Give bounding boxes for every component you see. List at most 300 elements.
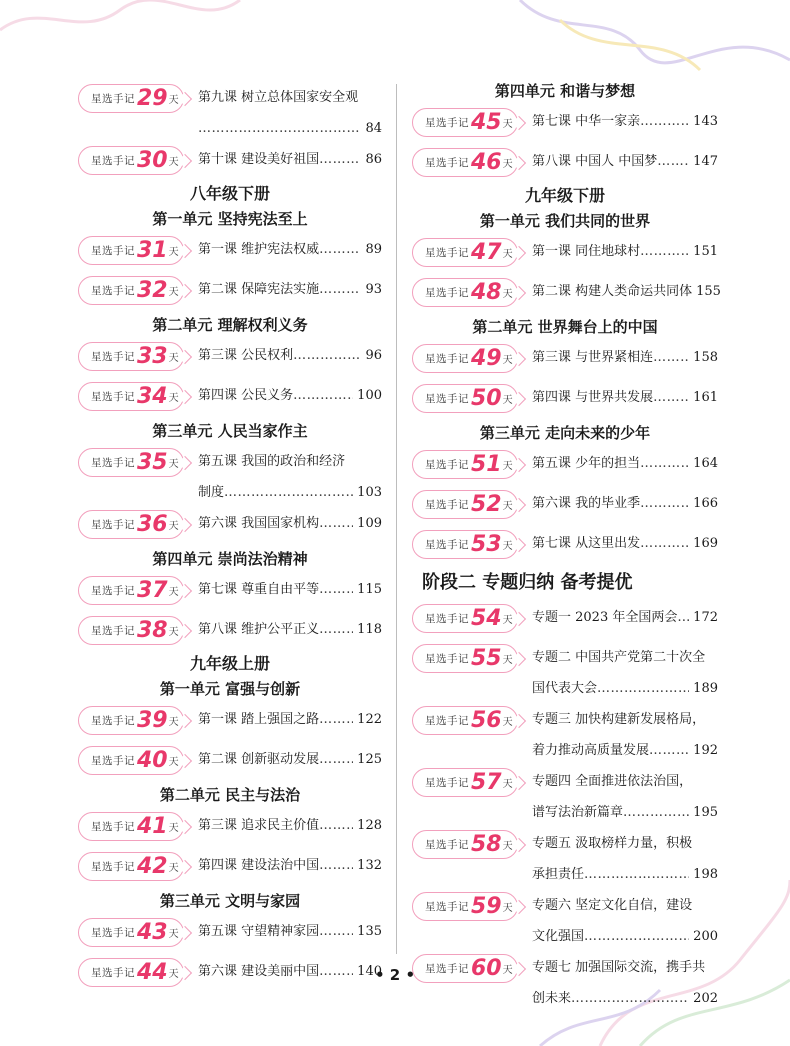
toc-page: 89	[365, 242, 382, 257]
leader-dots	[319, 151, 361, 169]
badge-suffix: 天	[502, 717, 513, 728]
toc-line[interactable]	[198, 621, 382, 639]
toc-title: 专题三 加快构建新发展格局，	[532, 712, 706, 727]
badge-suffix: 天	[168, 717, 179, 728]
toc-entry	[412, 526, 718, 566]
badge-suffix: 天	[502, 841, 513, 852]
toc-line[interactable]	[198, 751, 382, 769]
badge-day-number: 41	[137, 813, 168, 839]
badge-suffix: 天	[502, 249, 513, 260]
day-badge	[412, 384, 518, 413]
toc-title: 第十课 建设美好祖国	[198, 152, 320, 167]
leader-dots	[319, 817, 353, 835]
toc-entry	[412, 764, 718, 826]
toc-title: 第一课 同住地球村	[532, 244, 641, 259]
toc-page: 125	[357, 752, 382, 767]
grade-heading: 八年级下册	[189, 184, 270, 203]
toc-entry	[78, 612, 382, 652]
leader-dots	[198, 120, 361, 138]
toc-title: 第五课 少年的担当	[532, 456, 641, 471]
leader-dots	[224, 484, 353, 502]
toc-line[interactable]	[198, 857, 382, 875]
badge-prefix: 星选手记	[425, 499, 469, 511]
unit-heading: 第三单元 走向未来的少年	[479, 424, 651, 442]
toc-title: 专题一 2023 年全国两会	[532, 610, 678, 625]
day-badge	[78, 706, 184, 735]
toc-entry	[78, 702, 382, 742]
badge-suffix: 天	[168, 95, 179, 106]
unit-heading: 第二单元 理解权利义务	[152, 316, 308, 334]
badge-prefix: 星选手记	[91, 585, 135, 597]
badge-suffix: 天	[168, 393, 179, 404]
badge-suffix: 天	[502, 159, 513, 170]
toc-page: 103	[357, 485, 382, 500]
leader-dots	[571, 990, 689, 1008]
badge-day-number: 57	[471, 769, 502, 795]
toc-title: 专题四 全面推进依法治国，	[532, 774, 693, 789]
grade-heading: 九年级下册	[524, 186, 605, 205]
leader-dots	[649, 742, 689, 760]
badge-prefix: 星选手记	[91, 861, 135, 873]
leader-dots	[584, 928, 689, 946]
toc-line[interactable]	[532, 455, 718, 473]
toc-title: 专题六 坚定文化自信，建设	[532, 898, 693, 913]
day-badge	[78, 276, 184, 305]
toc-title: 第八课 维护公平正义	[198, 622, 320, 637]
toc-page: 202	[693, 991, 718, 1006]
day-badge	[78, 448, 184, 477]
toc-entry	[78, 142, 382, 182]
badge-suffix: 天	[168, 247, 179, 258]
toc-title: 第三课 追求民主价值	[198, 818, 320, 833]
toc-line[interactable]	[198, 387, 382, 405]
badge-day-number: 29	[137, 85, 168, 111]
toc-page: 84	[365, 121, 382, 136]
unit-heading: 第三单元 文明与家园	[159, 892, 301, 910]
badge-day-number: 60	[471, 955, 502, 981]
day-badge	[412, 278, 518, 307]
toc-page: 96	[365, 348, 382, 363]
toc-entry	[412, 340, 718, 380]
badge-day-number: 31	[137, 237, 168, 263]
toc-line[interactable]	[198, 515, 382, 533]
badge-prefix: 星选手记	[425, 393, 469, 405]
day-badge	[412, 148, 518, 177]
toc-entry	[78, 444, 382, 506]
badge-day-number: 46	[471, 149, 502, 175]
badge-prefix: 星选手记	[91, 821, 135, 833]
toc-line[interactable]	[198, 347, 382, 365]
toc-title: 谱写法治新篇章	[532, 805, 624, 820]
toc-line[interactable]	[532, 535, 718, 553]
leader-dots	[640, 243, 689, 261]
toc-title: 国代表大会	[532, 681, 598, 696]
badge-prefix: 星选手记	[91, 715, 135, 727]
toc-line[interactable]	[198, 120, 382, 138]
toc-line[interactable]	[532, 243, 718, 261]
leader-dots	[293, 347, 361, 365]
toc-page: 198	[693, 867, 718, 882]
toc-page: 169	[693, 536, 718, 551]
badge-prefix: 星选手记	[425, 157, 469, 169]
toc-title: 第五课 我国的政治和经济	[198, 454, 346, 469]
badge-day-number: 48	[471, 279, 502, 305]
toc-title: 第四课 建设法治中国	[198, 858, 320, 873]
toc-page: 128	[357, 818, 382, 833]
toc-page: 158	[693, 350, 718, 365]
toc-title: 第七课 中华一家亲	[532, 114, 641, 129]
badge-day-number: 59	[471, 893, 502, 919]
toc-page: 109	[357, 516, 382, 531]
badge-suffix: 天	[502, 655, 513, 666]
badge-day-number: 43	[137, 919, 168, 945]
toc-entry	[78, 914, 382, 954]
toc-line[interactable]	[532, 804, 718, 822]
badge-prefix: 星选手记	[91, 457, 135, 469]
badge-suffix: 天	[502, 615, 513, 626]
badge-day-number: 52	[471, 491, 502, 517]
badge-day-number: 44	[137, 959, 168, 985]
badge-suffix: 天	[168, 757, 179, 768]
toc-title: 创未来	[532, 991, 572, 1006]
badge-suffix: 天	[502, 541, 513, 552]
unit-heading: 第四单元 崇尚法治精神	[152, 550, 308, 568]
badge-day-number: 32	[137, 277, 168, 303]
leader-dots	[653, 389, 689, 407]
day-badge	[78, 812, 184, 841]
day-badge	[412, 604, 518, 633]
toc-title: 第四课 与世界共发展	[532, 390, 654, 405]
toc-page: 115	[357, 582, 382, 597]
toc-line[interactable]	[198, 711, 382, 729]
toc-entry	[412, 274, 721, 314]
badge-prefix: 星选手记	[425, 777, 469, 789]
badge-day-number: 56	[471, 707, 502, 733]
toc-title: 第三课 与世界紧相连	[532, 350, 654, 365]
toc-line[interactable]	[532, 113, 718, 131]
badge-day-number: 45	[471, 109, 502, 135]
day-badge	[78, 616, 184, 645]
unit-heading: 第二单元 民主与法治	[159, 786, 301, 804]
day-badge	[78, 236, 184, 265]
day-badge	[78, 510, 184, 539]
toc-page: 195	[693, 805, 718, 820]
toc-line[interactable]	[198, 241, 382, 259]
toc-line[interactable]	[532, 742, 718, 760]
badge-prefix: 星选手记	[91, 245, 135, 257]
toc-entry	[412, 640, 718, 702]
day-badge	[412, 344, 518, 373]
badge-suffix: 天	[502, 355, 513, 366]
badge-suffix: 天	[168, 287, 179, 298]
toc-entry	[412, 144, 718, 184]
leader-dots	[653, 349, 689, 367]
toc-title: 第一课 踏上强国之路	[198, 712, 320, 727]
leader-dots	[319, 711, 353, 729]
toc-line[interactable]	[198, 151, 382, 169]
toc-page: 93	[365, 282, 382, 297]
toc-entry	[78, 506, 382, 546]
toc-entry	[412, 104, 718, 144]
toc-page: 100	[357, 388, 382, 403]
toc-entry	[78, 80, 382, 142]
day-badge	[412, 830, 518, 859]
badge-day-number: 30	[137, 147, 168, 173]
day-badge	[78, 342, 184, 371]
toc-page: 172	[693, 610, 718, 625]
day-badge	[412, 450, 518, 479]
toc-title: 第五课 守望精神家园	[198, 924, 320, 939]
leader-dots	[640, 535, 689, 553]
leader-dots	[657, 153, 689, 171]
toc-page: 140	[357, 964, 382, 979]
badge-suffix: 天	[168, 823, 179, 834]
unit-heading: 第一单元 坚持宪法至上	[152, 210, 308, 228]
toc-line[interactable]	[532, 928, 718, 946]
badge-prefix: 星选手记	[425, 117, 469, 129]
toc-page: 118	[357, 622, 382, 637]
leader-dots	[597, 680, 689, 698]
toc-entry	[412, 702, 718, 764]
badge-suffix: 天	[502, 779, 513, 790]
badge-day-number: 50	[471, 385, 502, 411]
day-badge	[412, 892, 518, 921]
toc-title: 第八课 中国人 中国梦	[532, 154, 658, 169]
badge-day-number: 35	[137, 449, 168, 475]
badge-day-number: 39	[137, 707, 168, 733]
toc-title: 第二课 构建人类命运共同体	[532, 284, 693, 299]
unit-heading: 第二单元 世界舞台上的中国	[472, 318, 658, 336]
toc-title: 第六课 我国国家机构	[198, 516, 320, 531]
leader-dots	[319, 281, 361, 299]
badge-prefix: 星选手记	[91, 351, 135, 363]
toc-entry	[78, 378, 382, 418]
badge-prefix: 星选手记	[91, 93, 135, 105]
badge-prefix: 星选手记	[425, 459, 469, 471]
toc-page: 192	[693, 743, 718, 758]
toc-title: 第九课 树立总体国家安全观	[198, 90, 359, 105]
badge-day-number: 47	[471, 239, 502, 265]
leader-dots	[319, 581, 353, 599]
toc-line[interactable]	[532, 609, 718, 627]
badge-prefix: 星选手记	[91, 391, 135, 403]
page-number: • 2 •	[374, 966, 416, 984]
day-badge	[78, 918, 184, 947]
day-badge	[412, 490, 518, 519]
toc-page: 135	[357, 924, 382, 939]
leader-dots	[640, 455, 689, 473]
badge-suffix: 天	[502, 395, 513, 406]
badge-prefix: 星选手记	[91, 927, 135, 939]
badge-prefix: 星选手记	[91, 519, 135, 531]
badge-day-number: 42	[137, 853, 168, 879]
toc-title: 第三课 公民权利	[198, 348, 294, 363]
leader-dots	[640, 113, 689, 131]
toc-line[interactable]	[532, 349, 718, 367]
badge-suffix: 天	[168, 587, 179, 598]
leader-dots	[293, 387, 353, 405]
badge-suffix: 天	[168, 157, 179, 168]
toc-line[interactable]	[532, 866, 718, 884]
badge-suffix: 天	[502, 289, 513, 300]
toc-entry	[78, 272, 382, 312]
toc-title: 第七课 从这里出发	[532, 536, 641, 551]
badge-prefix: 星选手记	[425, 901, 469, 913]
toc-line[interactable]	[532, 389, 718, 407]
badge-prefix: 星选手记	[425, 613, 469, 625]
day-badge	[412, 644, 518, 673]
badge-suffix: 天	[502, 501, 513, 512]
toc-entry	[78, 338, 382, 378]
toc-entry	[412, 234, 718, 274]
grade-heading: 九年级上册	[189, 654, 270, 673]
day-badge	[78, 576, 184, 605]
leader-dots	[319, 923, 353, 941]
toc-title: 第二课 保障宪法实施	[198, 282, 320, 297]
toc-title: 第七课 尊重自由平等	[198, 582, 320, 597]
day-badge	[412, 108, 518, 137]
toc-page: 151	[693, 244, 718, 259]
leader-dots	[677, 609, 689, 627]
toc-line[interactable]	[532, 153, 718, 171]
toc-title: 第四课 公民义务	[198, 388, 294, 403]
toc-page: 122	[357, 712, 382, 727]
badge-prefix: 星选手记	[91, 967, 135, 979]
badge-prefix: 星选手记	[425, 247, 469, 259]
day-badge	[78, 746, 184, 775]
toc-title: 专题五 汲取榜样力量，积极	[532, 836, 693, 851]
toc-page: 155	[696, 284, 721, 299]
badge-prefix: 星选手记	[425, 963, 469, 975]
leader-dots	[319, 857, 353, 875]
day-badge	[78, 382, 184, 411]
toc-line[interactable]	[198, 581, 382, 599]
badge-suffix: 天	[502, 119, 513, 130]
toc-entry	[78, 232, 382, 272]
badge-suffix: 天	[168, 353, 179, 364]
day-badge	[78, 84, 184, 113]
badge-day-number: 58	[471, 831, 502, 857]
toc-page: 189	[693, 681, 718, 696]
right-column	[412, 78, 721, 1012]
badge-day-number: 36	[137, 511, 168, 537]
leader-dots	[623, 804, 689, 822]
badge-suffix: 天	[168, 929, 179, 940]
toc-entry	[412, 446, 718, 486]
toc-title: 第六课 我的毕业季	[532, 496, 641, 511]
badge-suffix: 天	[168, 863, 179, 874]
leader-dots	[319, 241, 361, 259]
badge-prefix: 星选手记	[91, 755, 135, 767]
toc-entry	[412, 826, 718, 888]
toc-page: 132	[357, 858, 382, 873]
stage-heading: 阶段二 专题归纳 备考提优	[422, 572, 633, 593]
toc-title: 制度	[198, 485, 225, 500]
badge-suffix: 天	[502, 965, 513, 976]
badge-suffix: 天	[168, 969, 179, 980]
badge-day-number: 34	[137, 383, 168, 409]
day-badge	[78, 146, 184, 175]
leader-dots	[319, 515, 353, 533]
badge-prefix: 星选手记	[91, 285, 135, 297]
badge-suffix: 天	[502, 903, 513, 914]
toc-page: 86	[365, 152, 382, 167]
toc-line[interactable]	[532, 283, 721, 301]
toc-line[interactable]	[198, 817, 382, 835]
badge-day-number: 38	[137, 617, 168, 643]
toc-title: 承担责任	[532, 867, 585, 882]
badge-prefix: 星选手记	[91, 625, 135, 637]
badge-day-number: 40	[137, 747, 168, 773]
toc-title: 文化强国	[532, 929, 585, 944]
badge-day-number: 53	[471, 531, 502, 557]
unit-heading: 第三单元 人民当家作主	[152, 422, 308, 440]
toc-entry	[412, 380, 718, 420]
leader-dots	[319, 751, 353, 769]
toc-title: 着力推动高质量发展	[532, 743, 650, 758]
toc-page: 147	[693, 154, 718, 169]
badge-prefix: 星选手记	[425, 287, 469, 299]
unit-heading: 第四单元 和谐与梦想	[494, 82, 636, 100]
badge-prefix: 星选手记	[425, 839, 469, 851]
badge-prefix: 星选手记	[425, 353, 469, 365]
toc-page: 164	[693, 456, 718, 471]
badge-suffix: 天	[502, 461, 513, 472]
day-badge	[78, 852, 184, 881]
badge-prefix: 星选手记	[425, 539, 469, 551]
unit-heading: 第一单元 我们共同的世界	[479, 212, 651, 230]
toc-entry	[78, 848, 382, 888]
toc-entry	[78, 572, 382, 612]
toc-page: 200	[693, 929, 718, 944]
column-divider	[396, 84, 397, 954]
toc-page: 161	[693, 390, 718, 405]
toc-entry	[78, 742, 382, 782]
leader-dots	[584, 866, 689, 884]
day-badge	[412, 238, 518, 267]
badge-prefix: 星选手记	[425, 653, 469, 665]
toc-entry	[412, 486, 718, 526]
badge-day-number: 51	[471, 451, 502, 477]
toc-line[interactable]	[532, 990, 718, 1008]
badge-day-number: 37	[137, 577, 168, 603]
day-badge	[412, 768, 518, 797]
leader-dots	[319, 621, 353, 639]
toc-title: 第一课 维护宪法权威	[198, 242, 320, 257]
badge-suffix: 天	[168, 459, 179, 470]
toc-entry	[412, 600, 718, 640]
toc-line[interactable]	[198, 923, 382, 941]
toc-line[interactable]	[532, 680, 718, 698]
toc-title: 第六课 建设美丽中国	[198, 964, 320, 979]
toc-line[interactable]	[198, 281, 382, 299]
toc-title: 专题七 加强国际交流，携手共	[532, 960, 706, 975]
toc-line[interactable]	[532, 495, 718, 513]
toc-title: 专题二 中国共产党第二十次全	[532, 650, 706, 665]
toc-entry	[412, 888, 718, 950]
toc-entry	[78, 808, 382, 848]
badge-day-number: 33	[137, 343, 168, 369]
badge-suffix: 天	[168, 627, 179, 638]
day-badge	[412, 706, 518, 735]
day-badge	[412, 530, 518, 559]
toc-line[interactable]	[198, 484, 382, 502]
badge-day-number: 55	[471, 645, 502, 671]
toc-page: 143	[693, 114, 718, 129]
toc-title: 第二课 创新驱动发展	[198, 752, 320, 767]
badge-day-number: 54	[471, 605, 502, 631]
unit-heading: 第一单元 富强与创新	[159, 680, 301, 698]
